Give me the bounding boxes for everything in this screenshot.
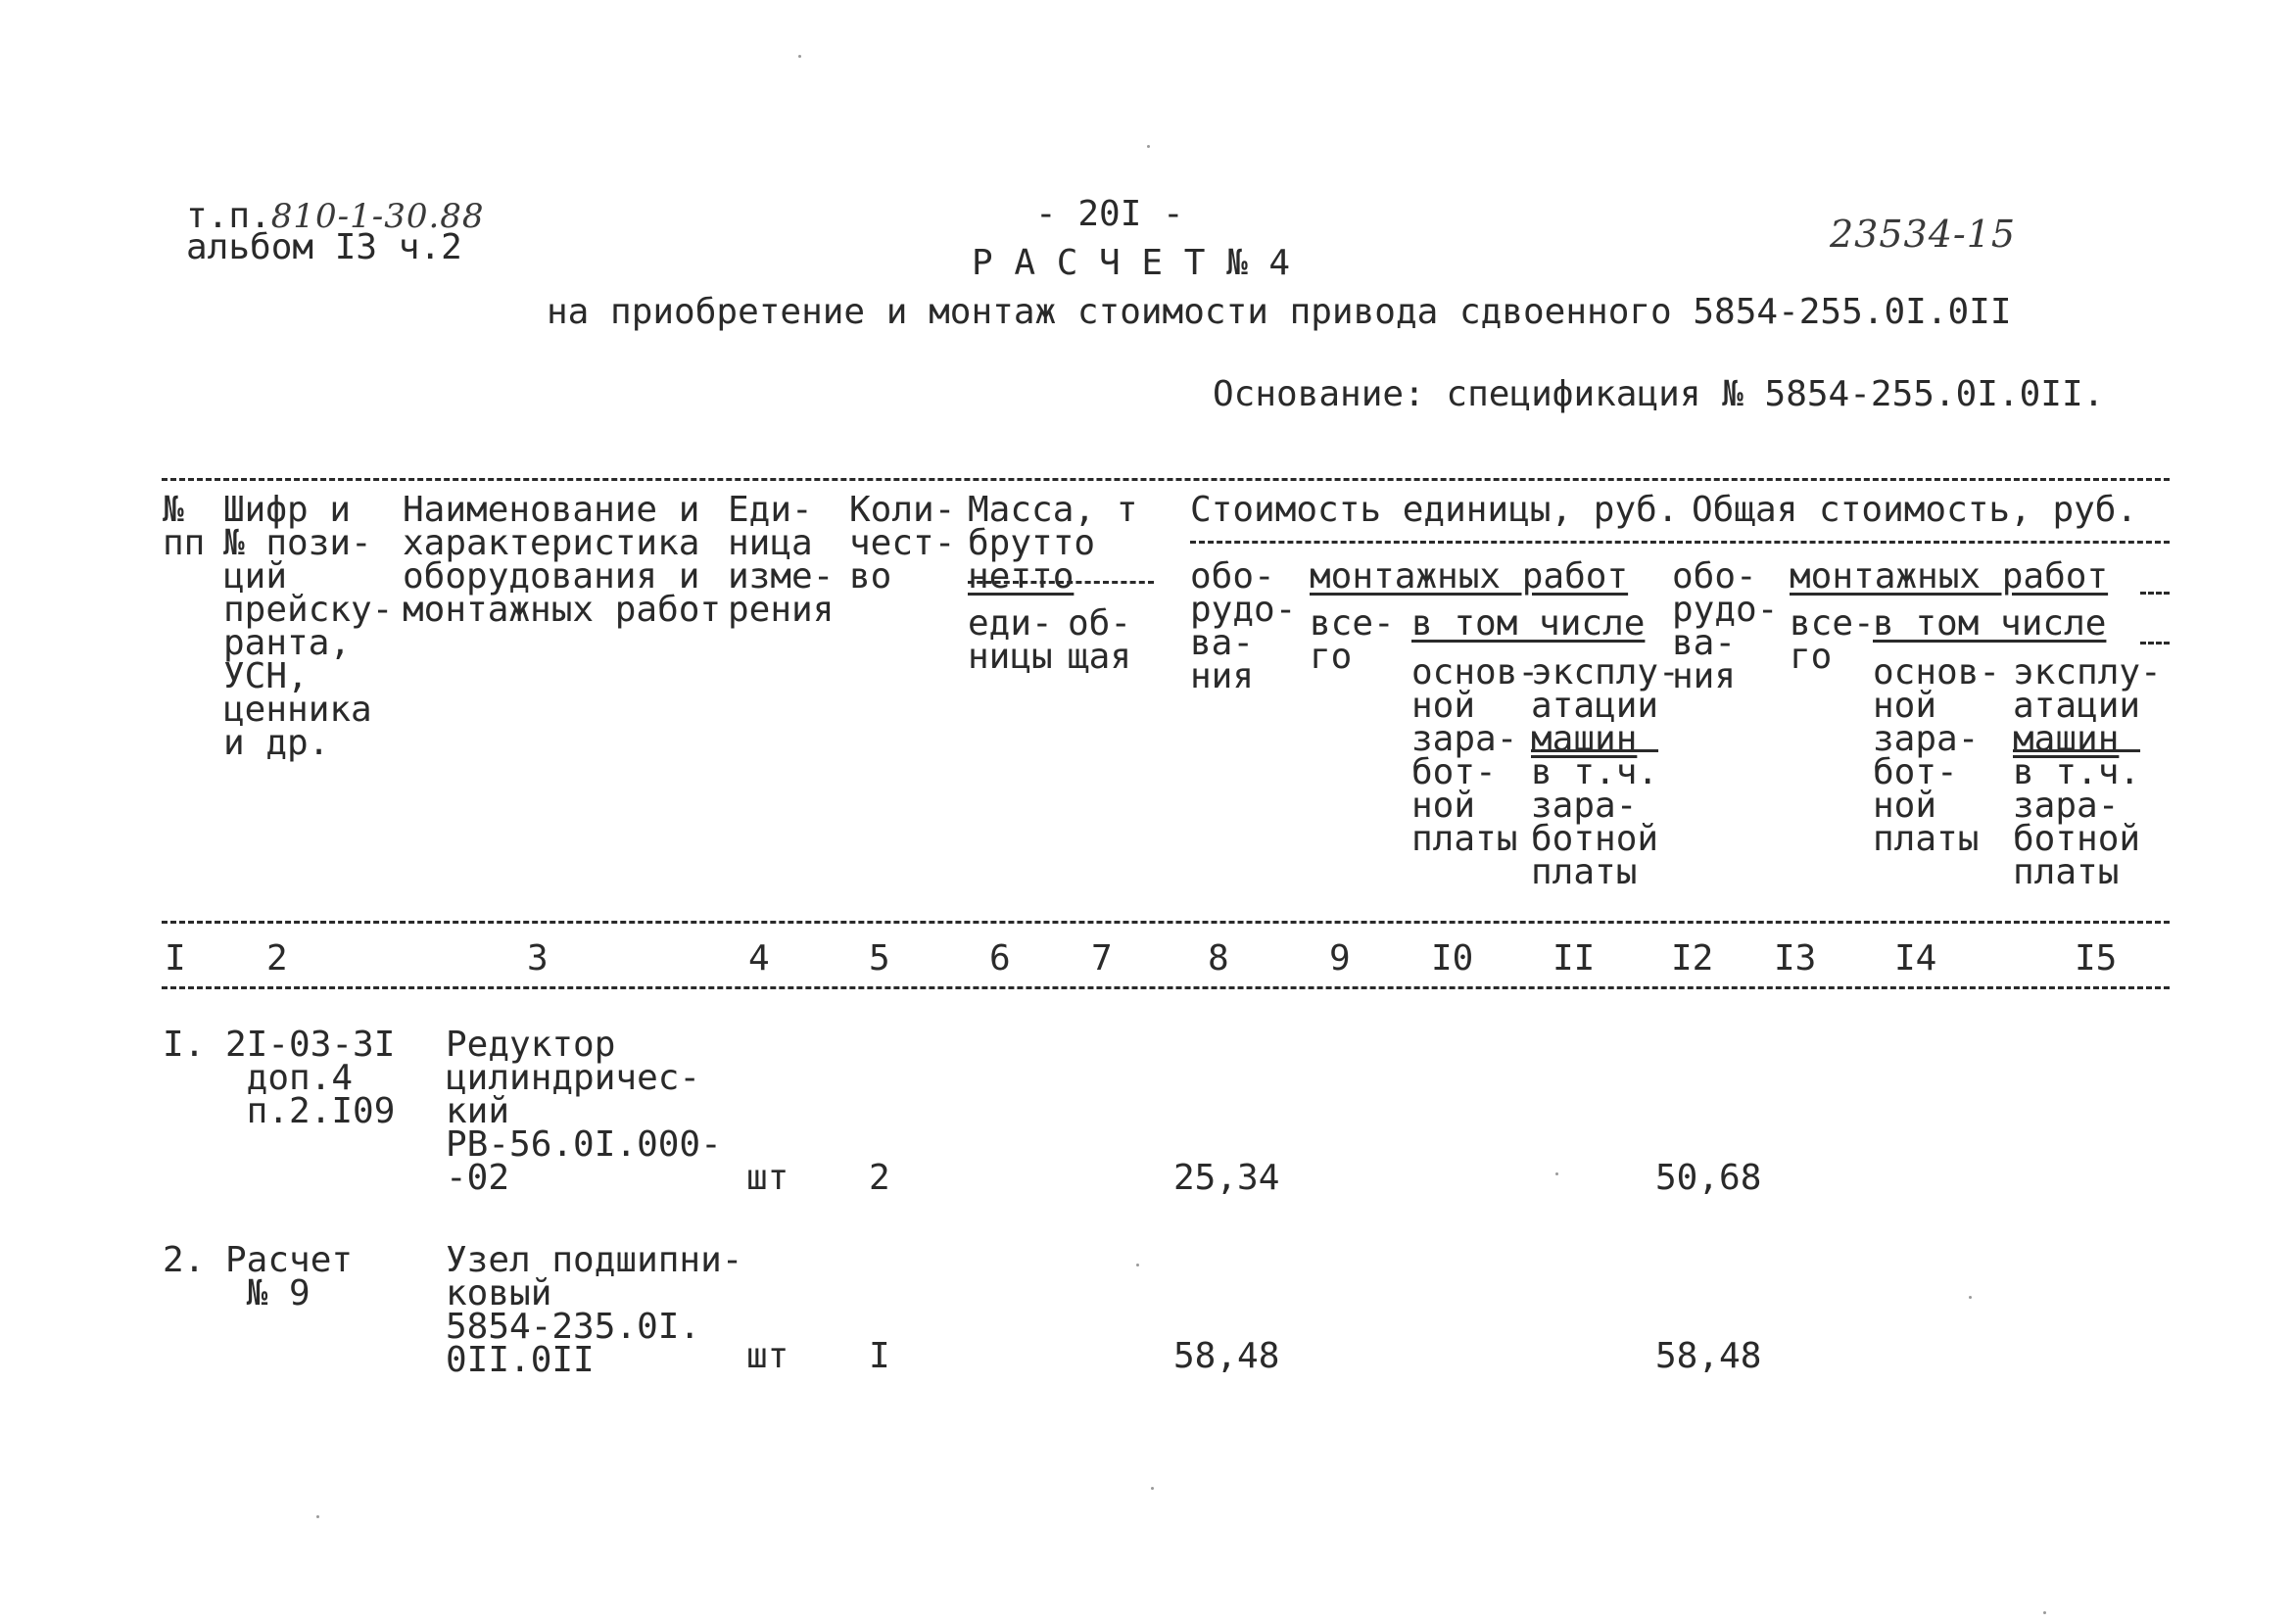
header-mass-brutto: брутто <box>968 523 1096 563</box>
header-unit-machines-a: эксплу- атации <box>1531 652 1680 726</box>
header-bottom-rule <box>162 921 2170 924</box>
scan-speck <box>1969 1296 1972 1299</box>
column-number: 8 <box>1208 938 1229 979</box>
scan-speck <box>1151 1487 1154 1490</box>
row-name: Редуктор цилиндричес- кий РВ-56.0I.000- -02 <box>446 1025 722 1198</box>
table-top-rule <box>162 478 2170 481</box>
column-number: 9 <box>1329 938 1351 979</box>
scan-speck <box>2043 1611 2046 1614</box>
header-total-machines-d: зара- ботной платы <box>2013 786 2141 892</box>
row-total-equipment-cost: 50,68 <box>1655 1158 1762 1198</box>
header-unit-equipment: обо- рудо- ва- ния <box>1190 556 1297 696</box>
header-total-machines-a: эксплу- атации <box>2013 652 2162 726</box>
header-total-equipment: обо- рудо- ва- ния <box>1672 556 1779 696</box>
column-number: 7 <box>1091 938 1113 979</box>
header-unit-base-salary: основ- ной зара- бот- ной платы <box>1411 652 1540 859</box>
column-number: 3 <box>527 938 549 979</box>
header-total-including: в том числе <box>1873 603 2107 644</box>
header-mass: Масса, т <box>968 490 1138 530</box>
row-code: 2I-03-3I доп.4 п.2.I09 <box>225 1025 396 1131</box>
column-numbers-rule <box>162 986 2170 989</box>
basis-line: Основание: спецификация № 5854-255.0I.0II. <box>1213 374 2105 414</box>
column-number: 5 <box>869 938 890 979</box>
tp-code: 810-1-30.88 <box>270 197 485 236</box>
row-unit-equipment-cost: 58,48 <box>1173 1336 1280 1376</box>
scan-speck <box>1136 1264 1139 1266</box>
header-unit-mount-all: все- го <box>1310 603 1395 677</box>
header-unit-machines-c: в т.ч. <box>1531 752 1659 792</box>
header-mass-total: об- щая <box>1068 603 1132 677</box>
row-unit: шт <box>746 1336 789 1376</box>
scan-speck <box>316 1515 319 1518</box>
row-unit-equipment-cost: 25,34 <box>1173 1158 1280 1198</box>
page-number: - 20I - <box>1035 194 1184 234</box>
column-number: II <box>1553 938 1596 979</box>
header-end-mark-1 <box>2140 592 2170 595</box>
header-code: Шифр и № пози- ций прейску- ранта, УСН, ценника и др. <box>223 490 394 763</box>
scan-speck <box>1147 145 1150 148</box>
scan-speck <box>798 55 801 58</box>
header-total-mount-all: все- го <box>1790 603 1875 677</box>
column-number: 4 <box>748 938 770 979</box>
cost-header-rule <box>1190 541 2170 544</box>
document-title: Р А С Ч Е Т № 4 <box>972 243 1291 283</box>
archive-number: 23534-15 <box>1830 213 2017 256</box>
scan-speck <box>1555 1172 1558 1175</box>
row-quantity: I <box>869 1336 890 1376</box>
header-total-base-salary: основ- ной зара- бот- ной платы <box>1873 652 2001 859</box>
album-label: альбом I3 ч.2 <box>186 227 462 267</box>
header-unit-cost: Стоимость единицы, руб. <box>1190 490 1679 530</box>
header-unit-machines-b: машин <box>1531 719 1638 759</box>
column-number: I5 <box>2075 938 2118 979</box>
header-unit: Еди- ница изме- рения <box>728 490 835 630</box>
column-number: I0 <box>1431 938 1474 979</box>
row-code: Расчет № 9 <box>225 1240 354 1314</box>
header-end-mark-2 <box>2140 642 2170 645</box>
column-number: 2 <box>266 938 288 979</box>
header-mass-netto: нетто <box>968 556 1075 597</box>
column-number: I2 <box>1671 938 1714 979</box>
row-total-equipment-cost: 58,48 <box>1655 1336 1762 1376</box>
header-total-machines-b: машин <box>2013 719 2120 759</box>
document-subtitle: на приобретение и монтаж стоимости привода сдвоенного 5854-255.0I.0II <box>547 292 2012 332</box>
header-quantity: Коли- чест- во <box>849 490 956 597</box>
header-unit-mount-works: монтажных работ <box>1310 556 1629 597</box>
header-name: Наименование и характеристика оборудования и монтажных работ <box>403 490 722 630</box>
header-unit-machines-d: зара- ботной платы <box>1531 786 1659 892</box>
column-number: I4 <box>1894 938 1937 979</box>
row-number: I. <box>163 1025 206 1065</box>
column-number: 6 <box>989 938 1011 979</box>
header-total-mount-works: монтажных работ <box>1790 556 2109 597</box>
row-name: Узел подшипни- ковый 5854-235.0I. 0II.0II <box>446 1240 743 1380</box>
header-unit-including: в том числе <box>1411 603 1646 644</box>
column-number: I3 <box>1774 938 1817 979</box>
header-total-machines-c: в т.ч. <box>2013 752 2141 792</box>
row-number: 2. <box>163 1240 206 1280</box>
header-total-cost: Общая стоимость, руб. <box>1692 490 2138 530</box>
header-row-number: № пп <box>163 490 206 563</box>
column-number: I <box>165 938 186 979</box>
tp-prefix: т.п. <box>186 196 271 236</box>
row-unit: шт <box>746 1158 789 1198</box>
row-quantity: 2 <box>869 1158 890 1198</box>
header-mass-unit: еди- ницы <box>968 603 1053 677</box>
